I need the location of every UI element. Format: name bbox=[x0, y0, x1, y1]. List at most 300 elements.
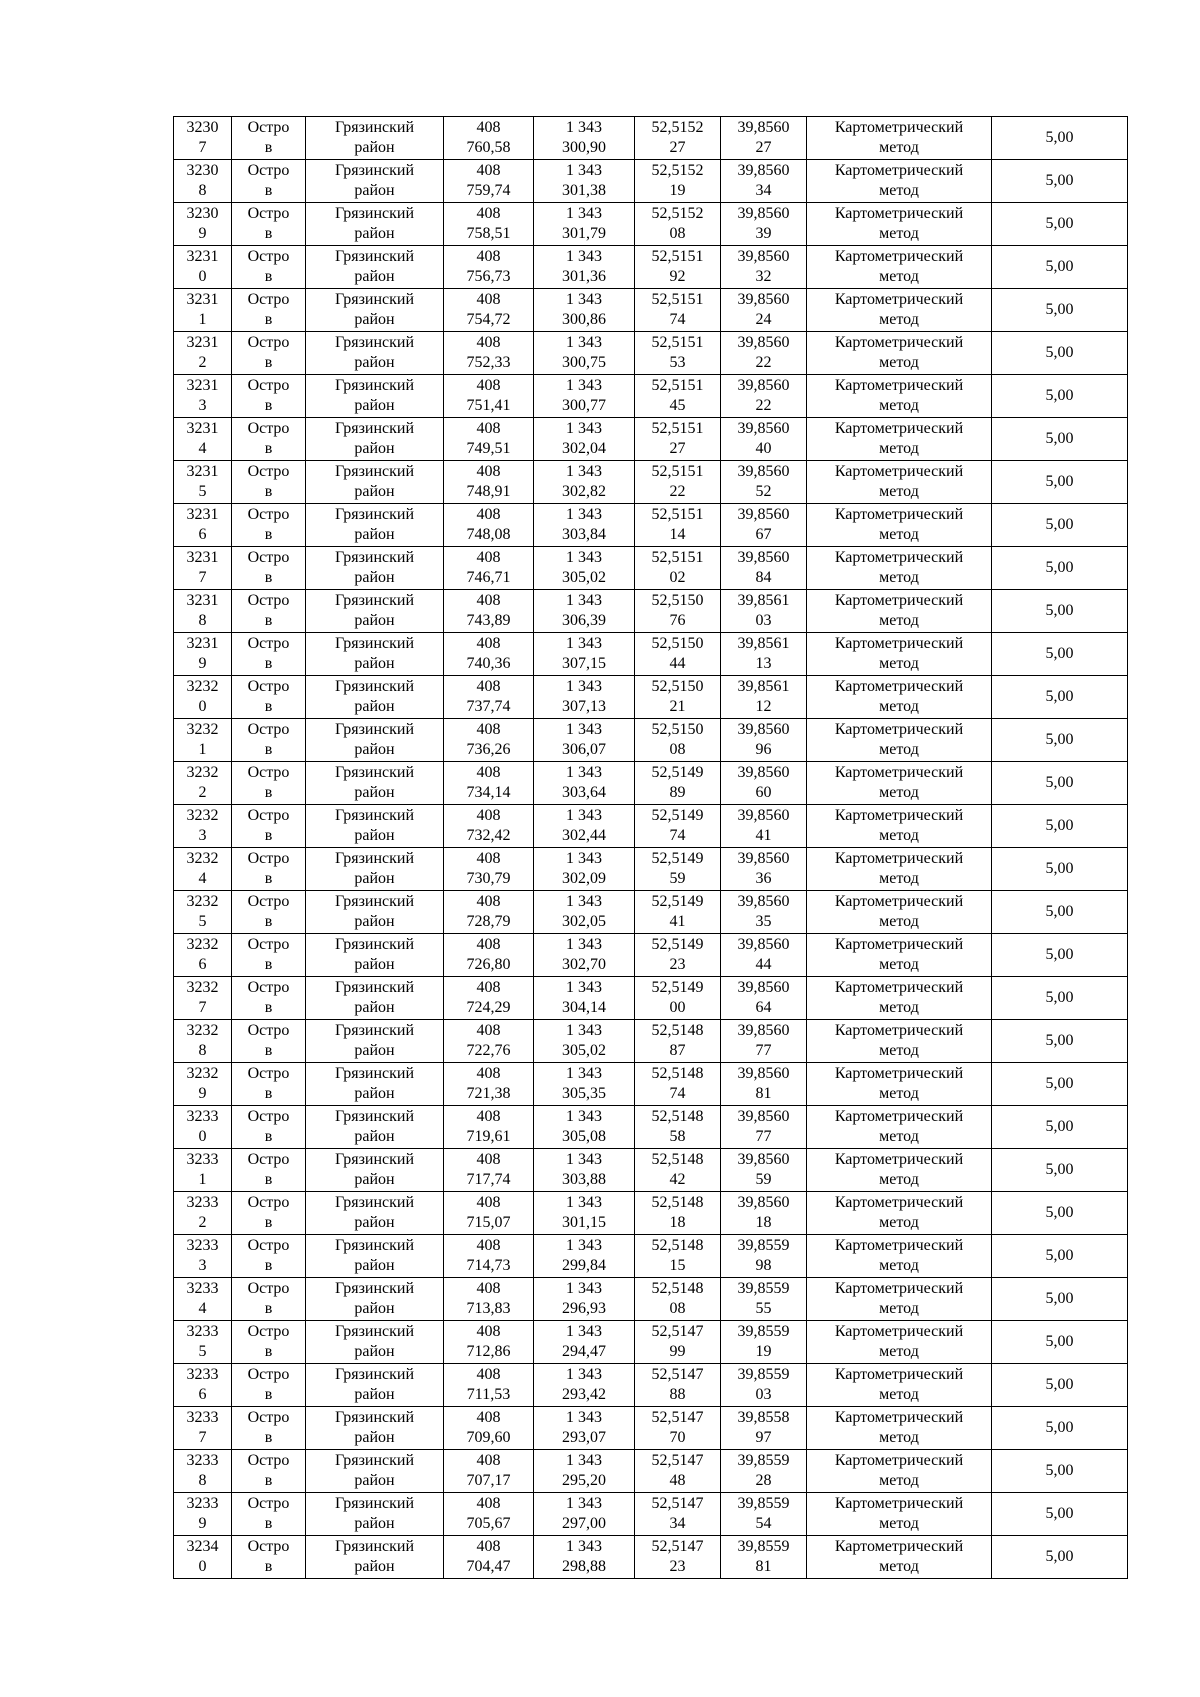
coord-y-line: 303,84 bbox=[562, 526, 606, 543]
coord-x-cell bbox=[444, 289, 534, 332]
coord-x-line: 709,60 bbox=[466, 1429, 511, 1446]
district-cell bbox=[306, 1450, 444, 1493]
district-line: Грязинский bbox=[334, 1409, 415, 1426]
coord-y-line: 307,13 bbox=[562, 698, 606, 715]
district-line: район bbox=[354, 1343, 395, 1360]
object-type-line: Остро bbox=[247, 463, 290, 480]
object-type-line: Остро bbox=[247, 1452, 290, 1469]
point-number-cell bbox=[174, 1235, 232, 1278]
longitude-line: 39,8560 bbox=[737, 248, 790, 265]
point-number-cell bbox=[174, 375, 232, 418]
point-number-line: 6 bbox=[198, 1386, 207, 1403]
point-number-line: 3231 bbox=[186, 549, 219, 566]
longitude-cell bbox=[721, 203, 807, 246]
district-line: Грязинский bbox=[334, 119, 415, 136]
point-number-line: 3233 bbox=[186, 1366, 219, 1383]
coord-y-cell bbox=[534, 375, 635, 418]
method-line: Картометрический bbox=[834, 291, 964, 308]
point-number-cell bbox=[174, 160, 232, 203]
coord-y-cell bbox=[534, 418, 635, 461]
longitude-cell bbox=[721, 934, 807, 977]
object-type-line: в bbox=[264, 784, 273, 801]
longitude-line: 41 bbox=[755, 827, 772, 844]
accuracy-cell: 5,00 bbox=[992, 891, 1128, 934]
latitude-line: 22 bbox=[669, 483, 686, 500]
method-cell bbox=[807, 590, 992, 633]
coord-x-cell bbox=[444, 590, 534, 633]
coord-x-cell bbox=[444, 246, 534, 289]
object-type-line: Остро bbox=[247, 506, 290, 523]
coord-y-line: 1 343 bbox=[566, 162, 602, 179]
point-number-line: 3233 bbox=[186, 1495, 219, 1512]
longitude-line: 97 bbox=[755, 1429, 772, 1446]
district-line: Грязинский bbox=[334, 1280, 415, 1297]
method-cell bbox=[807, 504, 992, 547]
coord-x-line: 408 bbox=[476, 850, 501, 867]
latitude-line: 18 bbox=[669, 1214, 686, 1231]
latitude-line: 52,5148 bbox=[651, 1022, 704, 1039]
latitude-line: 70 bbox=[669, 1429, 686, 1446]
point-number-cell bbox=[174, 1493, 232, 1536]
point-number-line: 3231 bbox=[186, 635, 219, 652]
latitude-line: 21 bbox=[669, 698, 686, 715]
object-type-cell bbox=[232, 1235, 306, 1278]
latitude-line: 15 bbox=[669, 1257, 686, 1274]
district-cell bbox=[306, 1278, 444, 1321]
coord-y-line: 293,42 bbox=[562, 1386, 606, 1403]
point-number-cell bbox=[174, 1450, 232, 1493]
longitude-cell bbox=[721, 1149, 807, 1192]
latitude-line: 08 bbox=[669, 1300, 686, 1317]
accuracy-cell: 5,00 bbox=[992, 418, 1128, 461]
point-number-cell bbox=[174, 1106, 232, 1149]
object-type-cell bbox=[232, 1364, 306, 1407]
coord-x-line: 408 bbox=[476, 1151, 501, 1168]
object-type-line: Остро bbox=[247, 1323, 290, 1340]
longitude-line: 39,8560 bbox=[737, 1022, 790, 1039]
coord-y-line: 1 343 bbox=[566, 377, 602, 394]
longitude-line: 39,8560 bbox=[737, 850, 790, 867]
table-row bbox=[174, 332, 1128, 375]
point-number-line: 9 bbox=[198, 225, 207, 242]
longitude-cell bbox=[721, 1364, 807, 1407]
coord-x-line: 715,07 bbox=[466, 1214, 511, 1231]
coord-y-cell bbox=[534, 1106, 635, 1149]
object-type-line: Остро bbox=[247, 291, 290, 308]
longitude-line: 39,8558 bbox=[737, 1409, 790, 1426]
coord-y-line: 307,15 bbox=[562, 655, 606, 672]
coord-x-cell bbox=[444, 1450, 534, 1493]
coord-y-line: 1 343 bbox=[566, 1022, 602, 1039]
coord-y-line: 1 343 bbox=[566, 1452, 602, 1469]
coord-x-line: 408 bbox=[476, 506, 501, 523]
object-type-cell bbox=[232, 547, 306, 590]
object-type-cell bbox=[232, 1321, 306, 1364]
latitude-cell bbox=[635, 418, 721, 461]
coord-x-line: 408 bbox=[476, 334, 501, 351]
district-cell bbox=[306, 246, 444, 289]
longitude-cell bbox=[721, 1106, 807, 1149]
district-line: Грязинский bbox=[334, 1237, 415, 1254]
method-cell bbox=[807, 719, 992, 762]
coord-x-cell bbox=[444, 203, 534, 246]
point-number-cell bbox=[174, 676, 232, 719]
point-number-cell bbox=[174, 891, 232, 934]
coord-x-line: 730,79 bbox=[466, 870, 511, 887]
latitude-line: 92 bbox=[669, 268, 686, 285]
accuracy-cell: 5,00 bbox=[992, 934, 1128, 977]
coord-y-cell bbox=[534, 590, 635, 633]
coord-x-line: 408 bbox=[476, 1194, 501, 1211]
point-number-line: 3 bbox=[198, 1257, 207, 1274]
accuracy-cell: 5,00 bbox=[992, 1020, 1128, 1063]
district-line: Грязинский bbox=[334, 721, 415, 738]
district-line: Грязинский bbox=[334, 1452, 415, 1469]
point-number-line: 3234 bbox=[186, 1538, 219, 1555]
method-line: Картометрический bbox=[834, 936, 964, 953]
longitude-cell bbox=[721, 676, 807, 719]
accuracy-cell: 5,00 bbox=[992, 332, 1128, 375]
longitude-cell bbox=[721, 246, 807, 289]
method-cell bbox=[807, 1450, 992, 1493]
latitude-line: 19 bbox=[669, 182, 686, 199]
accuracy-cell: 5,00 bbox=[992, 1407, 1128, 1450]
point-number-cell bbox=[174, 203, 232, 246]
object-type-line: в bbox=[264, 483, 273, 500]
object-type-line: в bbox=[264, 182, 273, 199]
point-number-line: 7 bbox=[198, 1429, 207, 1446]
longitude-line: 18 bbox=[755, 1214, 772, 1231]
longitude-line: 27 bbox=[755, 139, 772, 156]
longitude-cell bbox=[721, 848, 807, 891]
district-line: район bbox=[354, 139, 395, 156]
latitude-line: 23 bbox=[669, 1558, 686, 1575]
district-line: район bbox=[354, 698, 395, 715]
longitude-line: 39,8560 bbox=[737, 1194, 790, 1211]
method-line: Картометрический bbox=[834, 1495, 964, 1512]
point-number-line: 3232 bbox=[186, 764, 219, 781]
district-line: район bbox=[354, 1042, 395, 1059]
table-row bbox=[174, 719, 1128, 762]
method-line: метод bbox=[879, 268, 919, 285]
coord-x-line: 408 bbox=[476, 291, 501, 308]
object-type-cell bbox=[232, 848, 306, 891]
latitude-line: 52,5149 bbox=[651, 764, 704, 781]
object-type-line: в bbox=[264, 1214, 273, 1231]
latitude-line: 52,5150 bbox=[651, 721, 704, 738]
district-line: Грязинский bbox=[334, 635, 415, 652]
coord-x-line: 408 bbox=[476, 1280, 501, 1297]
longitude-cell bbox=[721, 719, 807, 762]
district-line: Грязинский bbox=[334, 1194, 415, 1211]
latitude-cell bbox=[635, 633, 721, 676]
coord-x-line: 408 bbox=[476, 1323, 501, 1340]
method-cell bbox=[807, 848, 992, 891]
longitude-line: 19 bbox=[755, 1343, 772, 1360]
longitude-line: 39,8559 bbox=[737, 1280, 790, 1297]
coord-x-line: 408 bbox=[476, 463, 501, 480]
latitude-line: 52,5147 bbox=[651, 1538, 704, 1555]
object-type-cell bbox=[232, 633, 306, 676]
longitude-line: 59 bbox=[755, 1171, 772, 1188]
object-type-cell bbox=[232, 891, 306, 934]
longitude-cell bbox=[721, 762, 807, 805]
coord-x-cell bbox=[444, 762, 534, 805]
coord-y-line: 299,84 bbox=[562, 1257, 606, 1274]
longitude-line: 24 bbox=[755, 311, 772, 328]
method-line: Картометрический bbox=[834, 1194, 964, 1211]
object-type-line: Остро bbox=[247, 721, 290, 738]
point-number-cell bbox=[174, 418, 232, 461]
object-type-line: Остро bbox=[247, 1194, 290, 1211]
point-number-line: 0 bbox=[198, 698, 207, 715]
coord-x-line: 713,83 bbox=[466, 1300, 511, 1317]
method-cell bbox=[807, 1493, 992, 1536]
point-number-line: 3233 bbox=[186, 1194, 219, 1211]
point-number-line: 3230 bbox=[186, 205, 219, 222]
object-type-cell bbox=[232, 590, 306, 633]
accuracy-cell: 5,00 bbox=[992, 590, 1128, 633]
table-row bbox=[174, 1020, 1128, 1063]
coord-y-line: 1 343 bbox=[566, 635, 602, 652]
latitude-cell bbox=[635, 1149, 721, 1192]
object-type-line: в bbox=[264, 311, 273, 328]
coord-y-cell bbox=[534, 1364, 635, 1407]
table-row bbox=[174, 934, 1128, 977]
coord-y-cell bbox=[534, 1235, 635, 1278]
object-type-line: Остро bbox=[247, 807, 290, 824]
point-number-line: 5 bbox=[198, 483, 207, 500]
latitude-cell bbox=[635, 117, 721, 160]
table-row bbox=[174, 1149, 1128, 1192]
method-line: Картометрический bbox=[834, 1022, 964, 1039]
longitude-line: 39,8560 bbox=[737, 291, 790, 308]
point-number-line: 8 bbox=[198, 1472, 207, 1489]
object-type-cell bbox=[232, 805, 306, 848]
method-cell bbox=[807, 1192, 992, 1235]
table-row bbox=[174, 590, 1128, 633]
longitude-line: 39,8560 bbox=[737, 807, 790, 824]
latitude-line: 59 bbox=[669, 870, 686, 887]
object-type-line: в bbox=[264, 913, 273, 930]
district-line: Грязинский bbox=[334, 162, 415, 179]
latitude-line: 52,5147 bbox=[651, 1409, 704, 1426]
district-line: район bbox=[354, 784, 395, 801]
latitude-cell bbox=[635, 1192, 721, 1235]
longitude-line: 39,8560 bbox=[737, 1151, 790, 1168]
coord-y-line: 1 343 bbox=[566, 1065, 602, 1082]
point-number-cell bbox=[174, 848, 232, 891]
longitude-cell bbox=[721, 977, 807, 1020]
object-type-line: в bbox=[264, 1558, 273, 1575]
latitude-cell bbox=[635, 1450, 721, 1493]
latitude-cell bbox=[635, 203, 721, 246]
accuracy-cell: 5,00 bbox=[992, 203, 1128, 246]
coord-x-line: 748,08 bbox=[466, 526, 511, 543]
latitude-line: 52,5152 bbox=[651, 205, 704, 222]
longitude-line: 39,8559 bbox=[737, 1538, 790, 1555]
coord-x-line: 758,51 bbox=[466, 225, 511, 242]
district-line: район bbox=[354, 483, 395, 500]
coord-y-cell bbox=[534, 1020, 635, 1063]
coord-y-cell bbox=[534, 117, 635, 160]
longitude-cell bbox=[721, 1407, 807, 1450]
point-number-line: 8 bbox=[198, 1042, 207, 1059]
point-number-line: 3231 bbox=[186, 291, 219, 308]
coord-x-line: 724,29 bbox=[466, 999, 511, 1016]
district-cell bbox=[306, 203, 444, 246]
district-line: Грязинский bbox=[334, 1323, 415, 1340]
longitude-line: 39,8560 bbox=[737, 979, 790, 996]
coord-x-line: 408 bbox=[476, 162, 501, 179]
point-number-line: 4 bbox=[198, 440, 207, 457]
latitude-cell bbox=[635, 762, 721, 805]
longitude-line: 39,8559 bbox=[737, 1366, 790, 1383]
latitude-line: 52,5149 bbox=[651, 893, 704, 910]
district-line: Грязинский bbox=[334, 979, 415, 996]
coord-y-line: 302,04 bbox=[562, 440, 606, 457]
coord-y-line: 306,39 bbox=[562, 612, 606, 629]
coord-y-cell bbox=[534, 203, 635, 246]
longitude-line: 39,8560 bbox=[737, 1108, 790, 1125]
point-number-cell bbox=[174, 590, 232, 633]
latitude-line: 52,5151 bbox=[651, 291, 704, 308]
table-row bbox=[174, 203, 1128, 246]
point-number-line: 8 bbox=[198, 612, 207, 629]
longitude-cell bbox=[721, 1020, 807, 1063]
method-cell bbox=[807, 1278, 992, 1321]
point-number-line: 3231 bbox=[186, 592, 219, 609]
object-type-cell bbox=[232, 934, 306, 977]
point-number-line: 3233 bbox=[186, 1452, 219, 1469]
object-type-cell bbox=[232, 977, 306, 1020]
district-cell bbox=[306, 504, 444, 547]
longitude-cell bbox=[721, 160, 807, 203]
longitude-cell bbox=[721, 805, 807, 848]
coord-y-line: 305,08 bbox=[562, 1128, 606, 1145]
accuracy-cell: 5,00 bbox=[992, 461, 1128, 504]
point-number-line: 3232 bbox=[186, 1065, 219, 1082]
method-line: Картометрический bbox=[834, 119, 964, 136]
point-number-line: 4 bbox=[198, 870, 207, 887]
coord-x-line: 721,38 bbox=[466, 1085, 511, 1102]
coord-y-cell bbox=[534, 633, 635, 676]
accuracy-cell: 5,00 bbox=[992, 1321, 1128, 1364]
coord-x-cell bbox=[444, 1407, 534, 1450]
coord-y-cell bbox=[534, 1063, 635, 1106]
latitude-cell bbox=[635, 375, 721, 418]
accuracy-cell: 5,00 bbox=[992, 1364, 1128, 1407]
point-number-line: 2 bbox=[198, 354, 207, 371]
coord-x-cell bbox=[444, 1364, 534, 1407]
coord-y-cell bbox=[534, 1192, 635, 1235]
district-line: район bbox=[354, 1171, 395, 1188]
latitude-cell bbox=[635, 805, 721, 848]
object-type-cell bbox=[232, 375, 306, 418]
latitude-cell bbox=[635, 1106, 721, 1149]
coord-y-line: 293,07 bbox=[562, 1429, 606, 1446]
latitude-line: 34 bbox=[669, 1515, 686, 1532]
latitude-line: 58 bbox=[669, 1128, 686, 1145]
point-number-line: 3231 bbox=[186, 248, 219, 265]
district-line: Грязинский bbox=[334, 893, 415, 910]
object-type-line: в bbox=[264, 827, 273, 844]
point-number-line: 3232 bbox=[186, 893, 219, 910]
longitude-cell bbox=[721, 891, 807, 934]
method-line: метод bbox=[879, 741, 919, 758]
object-type-line: в bbox=[264, 354, 273, 371]
object-type-line: Остро bbox=[247, 850, 290, 867]
method-cell bbox=[807, 461, 992, 504]
accuracy-cell: 5,00 bbox=[992, 504, 1128, 547]
latitude-cell bbox=[635, 547, 721, 590]
method-line: метод bbox=[879, 999, 919, 1016]
latitude-line: 74 bbox=[669, 311, 686, 328]
table-row bbox=[174, 1536, 1128, 1579]
coord-x-line: 408 bbox=[476, 1366, 501, 1383]
coord-y-line: 1 343 bbox=[566, 291, 602, 308]
coord-y-line: 302,44 bbox=[562, 827, 606, 844]
coord-x-line: 408 bbox=[476, 248, 501, 265]
point-number-line: 6 bbox=[198, 526, 207, 543]
method-cell bbox=[807, 203, 992, 246]
accuracy-cell: 5,00 bbox=[992, 762, 1128, 805]
point-number-line: 3231 bbox=[186, 377, 219, 394]
district-cell bbox=[306, 977, 444, 1020]
coord-x-cell bbox=[444, 891, 534, 934]
method-line: Картометрический bbox=[834, 205, 964, 222]
longitude-line: 39,8561 bbox=[737, 592, 790, 609]
longitude-line: 39,8560 bbox=[737, 420, 790, 437]
method-line: метод bbox=[879, 311, 919, 328]
accuracy-cell: 5,00 bbox=[992, 676, 1128, 719]
point-number-cell bbox=[174, 1364, 232, 1407]
method-cell bbox=[807, 977, 992, 1020]
table-row bbox=[174, 1106, 1128, 1149]
coord-x-line: 408 bbox=[476, 1495, 501, 1512]
method-cell bbox=[807, 547, 992, 590]
district-line: Грязинский bbox=[334, 1065, 415, 1082]
point-number-cell bbox=[174, 1149, 232, 1192]
point-number-line: 3232 bbox=[186, 979, 219, 996]
method-line: метод bbox=[879, 1171, 919, 1188]
district-line: район bbox=[354, 655, 395, 672]
longitude-cell bbox=[721, 1278, 807, 1321]
latitude-line: 08 bbox=[669, 741, 686, 758]
longitude-line: 81 bbox=[755, 1085, 772, 1102]
object-type-cell bbox=[232, 1020, 306, 1063]
object-type-cell bbox=[232, 762, 306, 805]
accuracy-cell: 5,00 bbox=[992, 117, 1128, 160]
latitude-line: 52,5147 bbox=[651, 1452, 704, 1469]
coord-x-line: 732,42 bbox=[466, 827, 511, 844]
coord-y-line: 1 343 bbox=[566, 721, 602, 738]
object-type-line: в bbox=[264, 1128, 273, 1145]
district-cell bbox=[306, 1536, 444, 1579]
point-number-line: 7 bbox=[198, 999, 207, 1016]
accuracy-cell: 5,00 bbox=[992, 289, 1128, 332]
object-type-line: Остро bbox=[247, 1409, 290, 1426]
coord-x-line: 408 bbox=[476, 807, 501, 824]
longitude-line: 60 bbox=[755, 784, 772, 801]
accuracy-cell: 5,00 bbox=[992, 805, 1128, 848]
district-cell bbox=[306, 1493, 444, 1536]
longitude-cell bbox=[721, 504, 807, 547]
district-line: район bbox=[354, 311, 395, 328]
coord-y-cell bbox=[534, 1493, 635, 1536]
coord-y-cell bbox=[534, 160, 635, 203]
longitude-line: 39,8559 bbox=[737, 1323, 790, 1340]
